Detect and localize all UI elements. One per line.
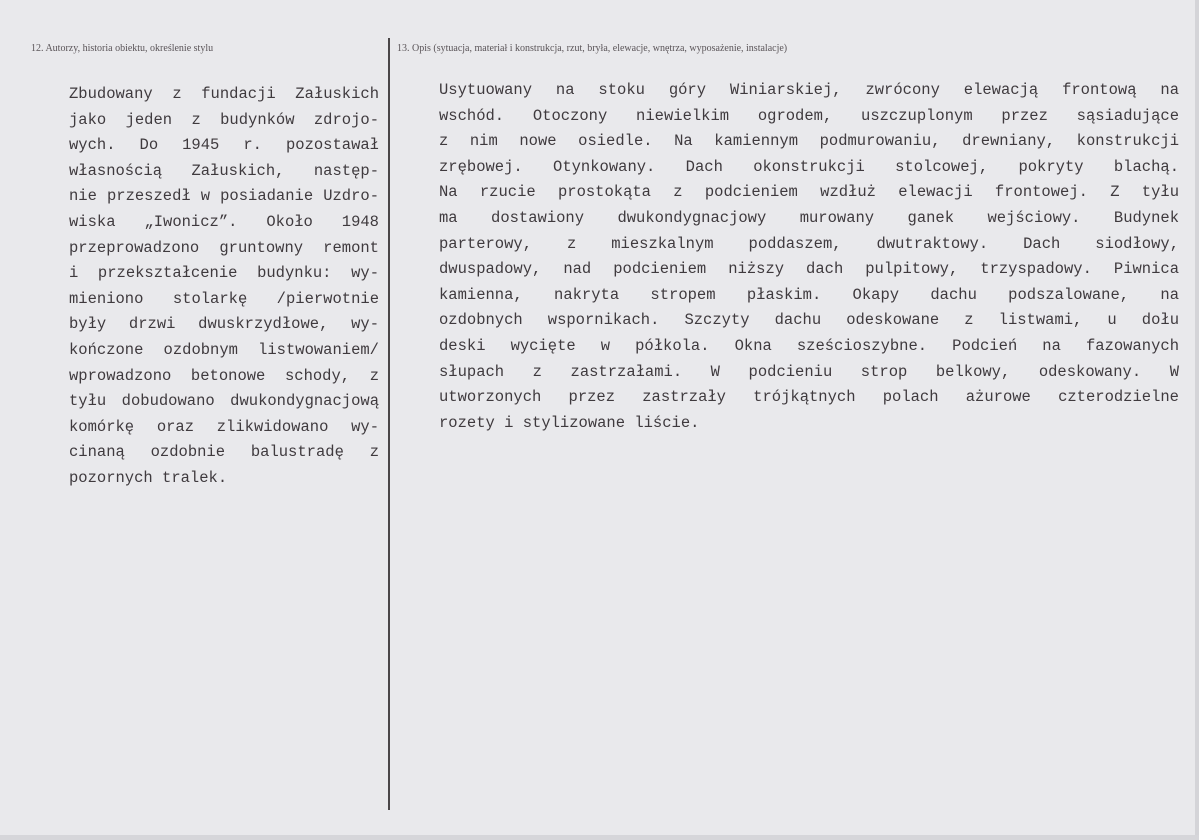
description-line: kamienna, nakryta stropem płaskim. Okapy dachu podszalowane, na xyxy=(439,285,1179,304)
description-line: rozety i stylizowane liście. xyxy=(439,413,700,432)
history-line: pozornych tralek. xyxy=(69,468,228,487)
history-line: komórkę oraz zlikwidowano wy- xyxy=(69,417,379,436)
column-divider xyxy=(388,38,390,810)
history-text xyxy=(69,82,379,492)
history-line: były drzwi dwuskrzydłowe, wy- xyxy=(69,315,379,334)
description-line: Na rzucie prostokąta z podcieniem wzdłuż elewacji frontowej. Z tyłu xyxy=(439,183,1179,202)
description-line: deski wycięte w półkola. Okna sześcioszybne. Podcień na fazowanych xyxy=(439,336,1179,355)
description-line: zrębowej. Otynkowany. Dach okonstrukcji stolcowej, pokryty blachą. xyxy=(439,157,1179,176)
history-line: mieniono stolarkę /pierwotnie xyxy=(69,289,379,308)
description-line: słupach z zastrzałami. W podcieniu strop belkowy, odeskowany. W xyxy=(439,362,1179,381)
description-line: Usytuowany na stoku góry Winiarskiej, zwrócony elewacją frontową na xyxy=(439,81,1179,99)
history-line: własnością Załuskich, następ- xyxy=(69,161,379,180)
history-line: Zbudowany z fundacji Załuskich xyxy=(69,85,379,103)
description-line: parterowy, z mieszkalnym poddaszem, dwutraktowy. Dach siodłowy, xyxy=(439,234,1179,253)
history-line: tyłu dobudowano dwukondygnacjową xyxy=(69,392,379,411)
history-line: wych. Do 1945 r. pozostawał xyxy=(69,136,379,155)
history-line: wprowadzono betonowe schody, z xyxy=(69,366,379,385)
description-line: wschód. Otoczony niewielkim ogrodem, uszczuplonym przez sąsiadujące xyxy=(439,106,1179,125)
section-13-label: 13. Opis (sytuacja, materiał i konstrukcja, rzut, bryła, elewacje, wnętrza, wyposażenie, instalacje) xyxy=(397,43,788,54)
history-line: cinaną ozdobnie balustradę z xyxy=(69,443,379,462)
history-line: kończone ozdobnym listwowaniem/ xyxy=(69,340,379,359)
history-line: jako jeden z budynków zdrojo- xyxy=(69,110,379,129)
history-line: przeprowadzono gruntowny remont xyxy=(69,238,379,257)
description-text xyxy=(439,78,1179,436)
sheet-edge-right xyxy=(1195,0,1199,840)
description-line: ozdobnych wspornikach. Szczyty dachu odeskowane z listwami, u dołu xyxy=(439,311,1179,330)
description-line: z nim nowe osiedle. Na kamiennym podmurowaniu, drewniany, konstrukcji xyxy=(439,132,1179,151)
description-line: dwuspadowy, nad podcieniem niższy dach pulpitowy, trzyspadowy. Piwnica xyxy=(439,260,1179,279)
sheet-edge-bottom xyxy=(0,835,1199,840)
history-line: nie przeszedł w posiadanie Uzdro- xyxy=(69,187,379,206)
description-line: ma dostawiony dwukondygnacjowy murowany ganek wejściowy. Budynek xyxy=(439,208,1179,227)
section-12-label: 12. Autorzy, historia obiektu, określenie stylu xyxy=(31,43,214,54)
description-line: utworzonych przez zastrzały trójkątnych polach ażurowe czterodzielne xyxy=(439,388,1179,407)
history-line: i przekształcenie budynku: wy- xyxy=(69,264,379,283)
history-line: wiska „Iwonicz”. Około 1948 xyxy=(69,212,379,231)
